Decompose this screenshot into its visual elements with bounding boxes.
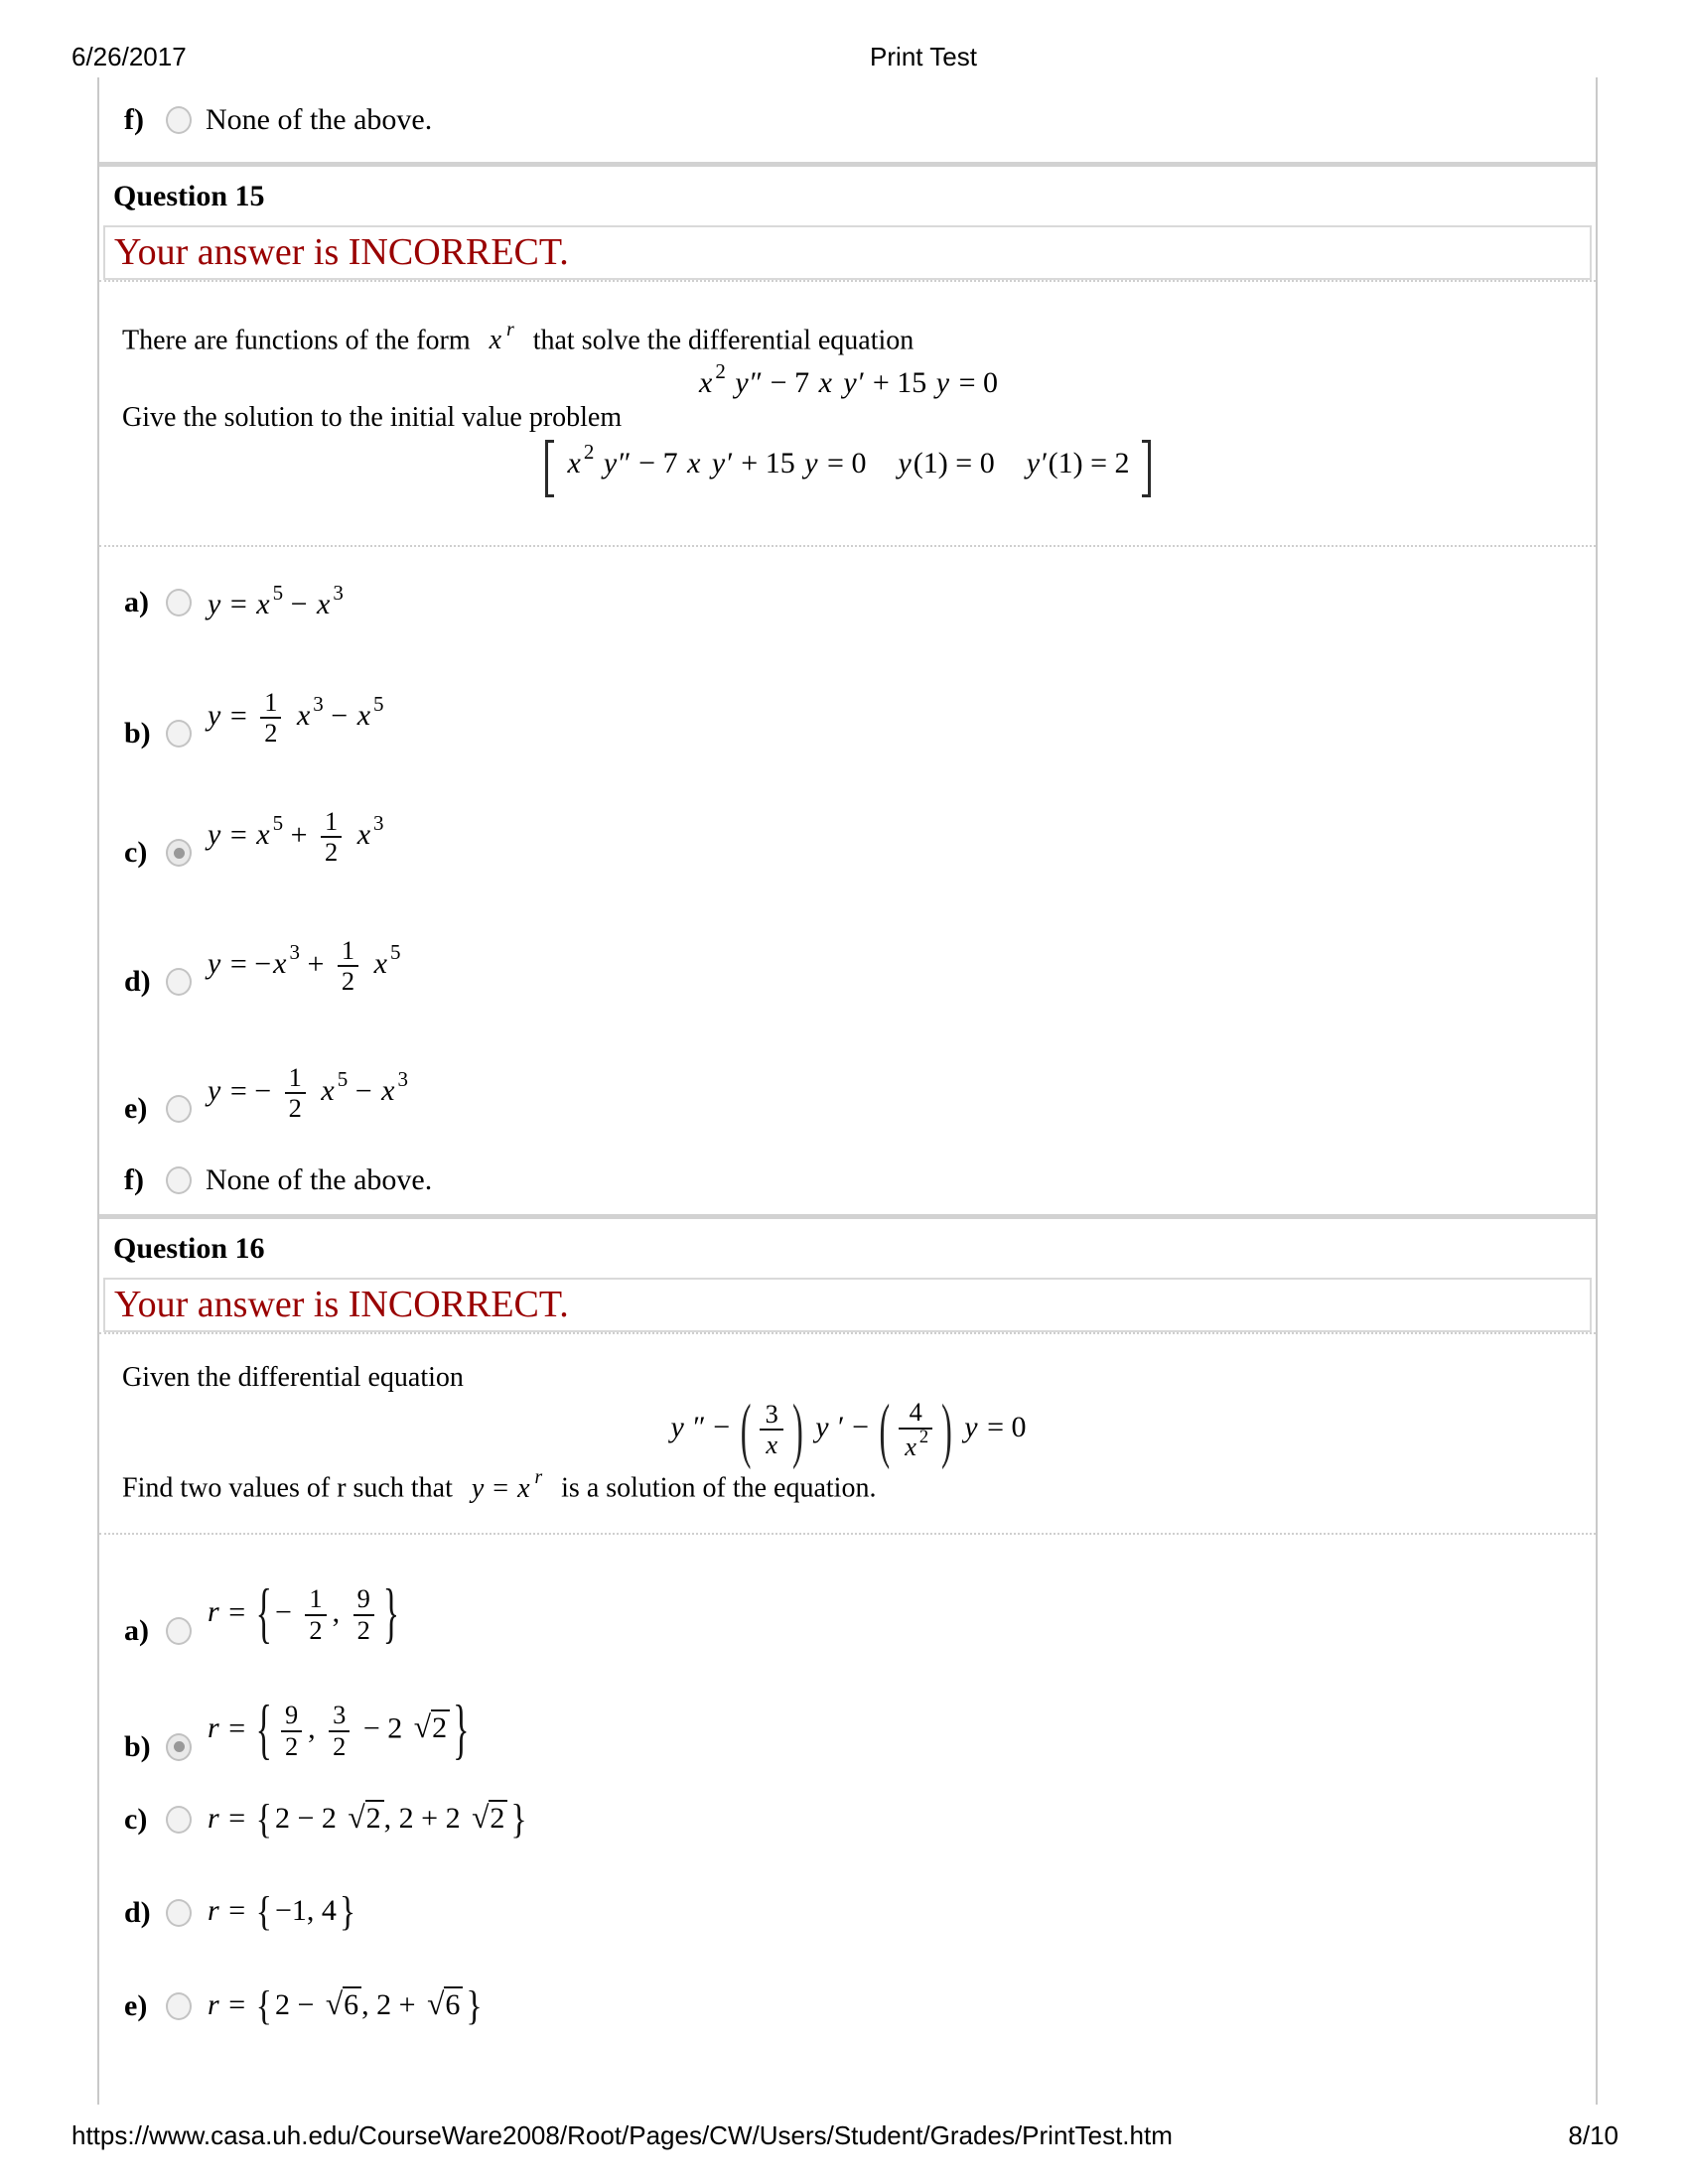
option-letter: c) (124, 836, 148, 870)
radio-button[interactable] (166, 1733, 192, 1761)
option-row (99, 1793, 1596, 1846)
option-letter: d) (124, 1895, 151, 1929)
incorrect-banner: Your answer is INCORRECT. (103, 225, 1592, 280)
option-letter: b) (124, 1729, 151, 1763)
incorrect-banner: Your answer is INCORRECT. (103, 1278, 1592, 1332)
display-equation: y ″ − ( $\frac{3}{x}$ ) y ′ − ( $\frac{4}{x ^2}$ ) y = 0 (670, 1387, 1027, 1470)
options-separator (99, 545, 1596, 547)
option-row (99, 793, 1596, 881)
option-row (99, 571, 1596, 634)
radio-button[interactable] (166, 1166, 192, 1194)
statement-text: Find two values of r such that (122, 1472, 453, 1504)
inline-math: y = x $^r$ (471, 1467, 543, 1504)
option-row (99, 1049, 1596, 1137)
option-row (99, 922, 1596, 1010)
radio-button[interactable] (166, 1899, 192, 1927)
option-formula: y = x $^5$ + $\frac{1}{2}$ x $^3$ (208, 805, 384, 868)
bracketed-equation (99, 440, 1596, 497)
footer-page-number: 8/10 (1568, 2120, 1618, 2150)
option-row (99, 77, 1596, 162)
radio-button[interactable] (166, 1806, 192, 1834)
radio-button[interactable] (166, 1095, 192, 1123)
option-row (99, 1886, 1596, 1940)
display-equation: x $^2$ y″ − 7 x y′ + 15 y = 0 (699, 359, 998, 400)
option-letter: a) (124, 1613, 149, 1647)
radio-button[interactable] (166, 720, 192, 748)
statement-text: Given the differential equation (122, 1362, 464, 1394)
option-letter: e) (124, 1092, 148, 1126)
option-row (99, 1153, 1596, 1208)
option-formula: y = − $\frac{1}{2}$ x $^5$ − x $^3$ (208, 1061, 408, 1124)
option-formula: r = { $\frac{9}{2}$ , $\frac{3}{2}$ − 2 √2 } (208, 1693, 470, 1767)
question-statement (99, 400, 1596, 436)
radio-button[interactable] (166, 589, 192, 616)
radio-button[interactable] (166, 1992, 192, 2020)
option-row (99, 674, 1596, 761)
option-formula: r = { − $\frac{1}{2}$ , $\frac{9}{2}$ } (208, 1576, 400, 1651)
option-formula: y = $\frac{1}{2}$ x $^3$ − x $^5$ (208, 686, 384, 749)
option-row (99, 1978, 1596, 2035)
statement-text: is a solution of the equation. (561, 1472, 877, 1504)
option-label: None of the above. (206, 102, 433, 136)
display-equation: x $^2$ y″ − 7 x y′ + 15 y = 0 y(1) = 0 y′(1) = 2 (567, 439, 1130, 479)
question-statement (99, 282, 1596, 358)
question-15-header: Question 15 (113, 180, 265, 212)
option-formula: r = { 2 − 2 √2 , 2 + 2 √2 } (208, 1797, 527, 1843)
option-letter: d) (124, 965, 151, 999)
statement-text: There are functions of the form (122, 325, 471, 356)
question-16-body (99, 1332, 1596, 2034)
option-letter: c) (124, 1802, 148, 1836)
option-letter: b) (124, 717, 151, 751)
question-statement (99, 1334, 1596, 1396)
option-letter: a) (124, 586, 149, 619)
radio-button[interactable] (166, 968, 192, 996)
print-header-date: 6/26/2017 (71, 42, 187, 71)
option-letter: e) (124, 1988, 148, 2022)
radio-button[interactable] (166, 839, 192, 867)
option-letter: f) (124, 102, 144, 136)
left-bracket (545, 440, 554, 497)
option-row (99, 1686, 1596, 1777)
question-15-body (99, 280, 1596, 1208)
option-formula: y = −x $^3$ + $\frac{1}{2}$ x $^5$ (208, 934, 401, 997)
option-row (99, 1570, 1596, 1660)
statement-text: that solve the differential equation (532, 325, 914, 356)
option-label: None of the above. (206, 1163, 433, 1197)
question-statement (99, 1463, 1596, 1506)
option-formula: r = { −1, 4} (208, 1889, 356, 1935)
option-letter: f) (124, 1163, 144, 1197)
options-separator (99, 1533, 1596, 1535)
right-bracket (1142, 440, 1151, 497)
question-16-header: Question 16 (113, 1232, 265, 1266)
option-formula: r = { 2 − √6 , 2 + √6 } (208, 1983, 483, 2029)
inline-math: x $^r$ (489, 320, 514, 356)
option-formula: y = x $^5$ − x $^3$ (208, 581, 344, 621)
radio-button[interactable] (166, 1617, 192, 1645)
statement-text: Give the solution to the initial value problem (122, 402, 623, 434)
radio-button[interactable] (166, 106, 192, 134)
test-content-area (97, 77, 1598, 2105)
footer-url: https://www.casa.uh.edu/CourseWare2008/Root/Pages/CW/Users/Student/Grades/PrintTest.htm (71, 2120, 1173, 2150)
print-header-title: Print Test (870, 42, 977, 71)
